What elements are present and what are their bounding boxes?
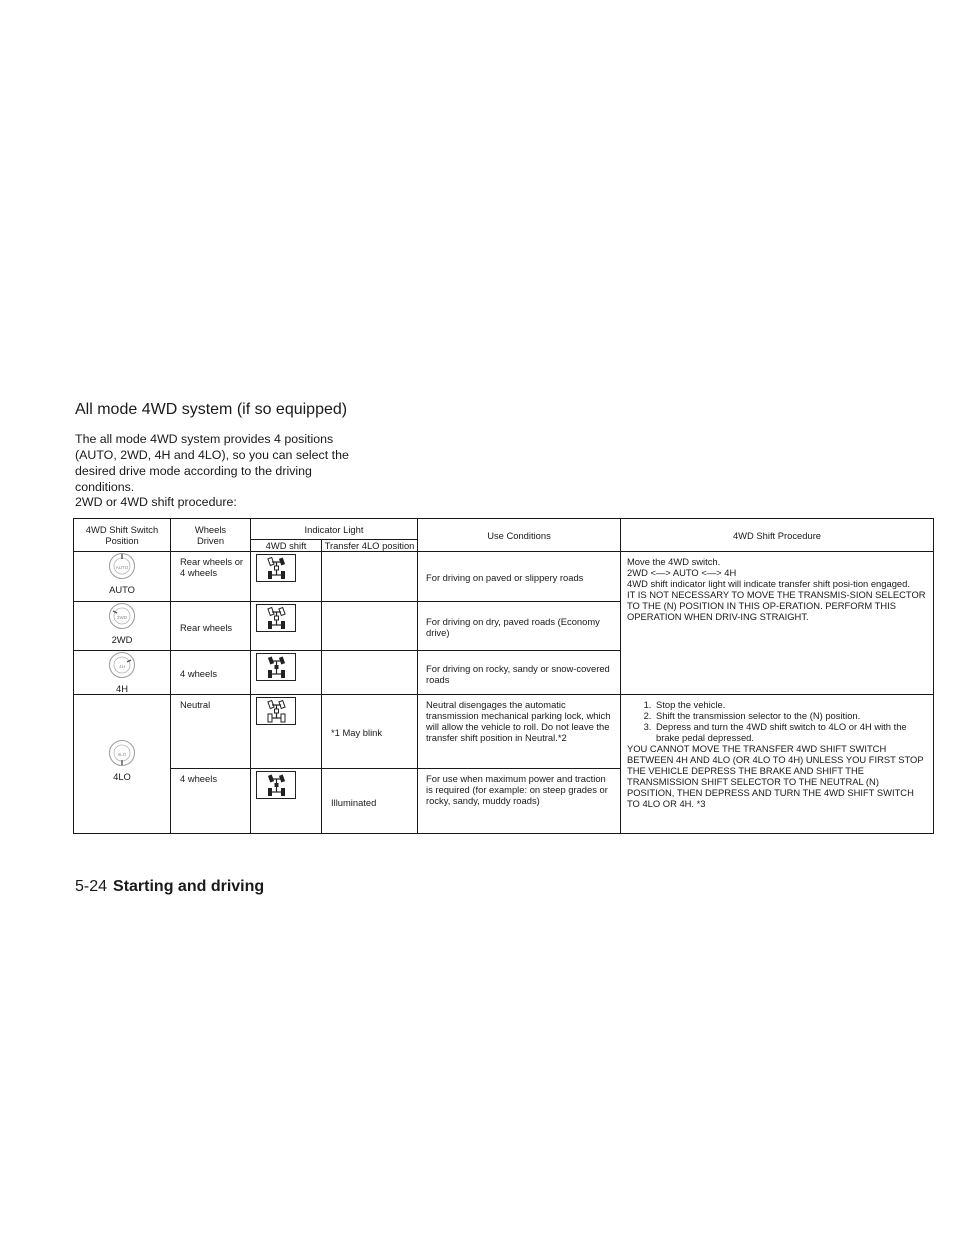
position-4lo-cell [74, 695, 171, 834]
header-switch-position: 4WD Shift Switch Position [74, 519, 171, 552]
procedure-line: 4WD shift indicator light will indicate transfer shift posi-tion engaged. [627, 578, 910, 589]
chapter-title: Starting and driving [113, 878, 265, 895]
transfer-indicator [322, 602, 418, 651]
wheels-driven: Rear wheels or 4 wheels [171, 552, 251, 602]
procedure-label: 2WD or 4WD shift procedure: [75, 495, 237, 509]
wheels-driven: Rear wheels [171, 602, 251, 651]
indicator-cell [251, 552, 322, 602]
4wd-switch-4lo-icon [108, 739, 136, 767]
wheels-driven: 4 wheels [171, 651, 251, 695]
indicator-cell [251, 602, 322, 651]
section-title: All mode 4WD system (if so equipped) [75, 401, 348, 418]
4wd-indicator-all-lit-icon [256, 771, 296, 799]
wheels-driven: Neutral [171, 695, 251, 769]
header-wheels-driven: Wheels Driven [171, 519, 251, 552]
procedure-step: 1. Stop the vehicle. [654, 699, 928, 710]
wheels-driven: 4 wheels [171, 769, 251, 834]
indicator-cell [251, 769, 322, 834]
intro-paragraph: The all mode 4WD system provides 4 positions (AUTO, 2WD, 4H and 4LO), so you can select the desired drive mode according to the driving conditions. [75, 432, 349, 494]
indicator-cell [251, 695, 322, 769]
4wd-indicator-outline-icon [256, 697, 296, 725]
position-4h-cell [74, 651, 171, 695]
svg-text:AUTO: AUTO [115, 565, 129, 570]
procedure-warning: IT IS NOT NECESSARY TO MOVE THE TRANSMIS-SION SELECTOR TO THE (N) POSITION IN THIS OP-ERATION. PERFORM THIS OPERATION WHEN DRIV-ING STRAIGHT. [627, 589, 926, 622]
procedure-step: 3. Depress and turn the 4WD shift switch to 4LO or 4H with the brake pedal depressed. [654, 721, 928, 743]
position-2wd-cell [74, 602, 171, 651]
position-auto-cell [74, 552, 171, 602]
use-condition: For driving on paved or slippery roads [418, 552, 621, 602]
header-shift-procedure: 4WD Shift Procedure [621, 519, 934, 552]
position-label-auto: AUTO [109, 584, 135, 595]
procedure-warning: YOU CANNOT MOVE THE TRANSFER 4WD SHIFT SWITCH BETWEEN 4H AND 4LO (OR 4LO TO 4H) UNLESS YOU FIRST STOP THE VEHICLE DEPRESS THE BRAKE AND SHIFT THE TRANSMISSION SHIFT SELECTOR TO THE NEUTRAL (N) POSITION, THEN DEPRESS AND TURN THE 4WD SHIFT SWITCH TO 4LO OR 4H. *3 [627, 743, 924, 809]
position-label-4h: 4H [116, 683, 128, 694]
header-use-conditions: Use Conditions [418, 519, 621, 552]
use-condition: For driving on rocky, sandy or snow-covered roads [418, 651, 621, 695]
header-indicator-light: Indicator Light [251, 519, 418, 540]
transfer-indicator [322, 651, 418, 695]
transfer-indicator: *1 May blink [322, 695, 418, 769]
4wd-shift-table [73, 518, 934, 834]
svg-text:2WD: 2WD [117, 615, 127, 620]
header-4wd-shift: 4WD shift [251, 540, 322, 552]
procedure-line: 2WD <—> AUTO <—> 4H [627, 567, 737, 578]
procedure-steps [627, 699, 928, 743]
svg-text:4H: 4H [119, 664, 125, 669]
use-condition: For use when maximum power and traction is required (for example: on steep grades or rocky, sandy, muddy roads) [418, 769, 621, 834]
page-footer [75, 878, 264, 896]
page-number: 5-24 [75, 878, 108, 895]
indicator-cell [251, 651, 322, 695]
shift-procedure-4h-4lo [621, 695, 934, 834]
transfer-indicator: Illuminated [322, 769, 418, 834]
4wd-indicator-rear-lit-icon [256, 604, 296, 632]
procedure-step: 2. Shift the transmission selector to the (N) position. [654, 710, 928, 721]
transfer-indicator [322, 552, 418, 602]
4wd-switch-4h-icon [108, 651, 136, 679]
4wd-switch-auto-icon [108, 552, 136, 580]
use-condition: Neutral disengages the automatic transmission mechanical parking lock, which will allow the vehicle to roll. Do not leave the transfer shift position in Neutral.*2 [418, 695, 621, 769]
4wd-indicator-all-lit-icon [256, 653, 296, 681]
use-condition: For driving on dry, paved roads (Economy drive) [418, 602, 621, 651]
position-label-4lo: 4LO [113, 771, 131, 782]
4wd-indicator-front-right-lit-icon [256, 554, 296, 582]
header-transfer-4lo: Transfer 4LO position [322, 540, 418, 552]
4wd-switch-2wd-icon [108, 602, 136, 630]
procedure-line: Move the 4WD switch. [627, 556, 721, 567]
shift-procedure-2wd-auto-4h [621, 552, 934, 695]
position-label-2wd: 2WD [111, 634, 133, 645]
svg-text:4LO: 4LO [117, 752, 127, 757]
